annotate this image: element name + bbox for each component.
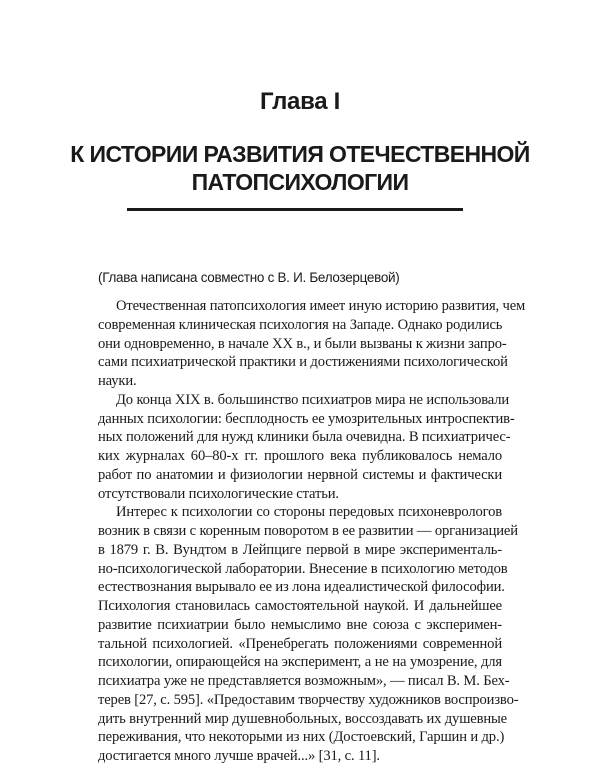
chapter-title [60,140,540,196]
text-line: сами психиатрической практики и достижениями психологической [98,354,508,371]
text-line: тальной психологией. «Пренебрегать положениями современной [98,635,502,652]
text-line: ких журналах 60–80-х гг. прошлого века публиковалось немало [98,448,502,464]
text-line: данных психологии: бесплодность ее умозрительных интроспектив- [98,410,515,427]
co-author-note: (Глава написана совместно с В. И. Белозерцевой) [98,270,400,285]
text-line: ных положений для нужд клиники была очевидна. В психиатричес- [98,429,511,446]
text-line: развитие психиатрии было немыслимо вне союза с эксперимен- [98,616,502,633]
text-line: дить внутренний мир душевнобольных, воссоздавать их душевные [98,710,507,727]
text-line: До конца XIX в. большинство психиатров мира не использовали [116,391,510,408]
chapter-title-line-1: К ИСТОРИИ РАЗВИТИЯ ОТЕЧЕСТВЕННОЙ [70,141,530,167]
text-line: Интерес к психологии со стороны передовых психоневрологов [116,504,502,521]
text-line: Психология становилась самостоятельной наукой. И дальнейшее [98,598,502,614]
text-line: но-психологической лаборатории. Внесение в психологию методов [98,560,508,577]
text-line: терев [27, с. 595]. «Предоставим творчеству художников воспроизво- [98,691,519,708]
body-text [98,297,526,766]
text-line: в 1879 г. В. Вундтом в Лейпциге первой в мире эксперименталь- [98,541,502,558]
text-line: возник в связи с коренным поворотом в ее развитии — организацией [98,523,518,539]
chapter-label: Глава I [259,88,341,115]
text-line: переживания, что некоторыми из них (Достоевский, Гаршин и др.) [98,729,505,746]
text-line: психиатра уже не представляется возможным», — писал В. М. Бех- [98,673,510,689]
text-line: современная клиническая психология на Западе. Однако родились [98,316,503,333]
text-line: достигается много лучше врачей...» [31, с. 11]. [98,748,380,764]
text-line: работ по анатомии и физиологии нервной системы и фактически [98,466,502,483]
title-rule [127,208,463,211]
text-line: естествознания вырывало ее из лона идеалистической философии. [98,579,505,596]
text-line: они одновременно, в начале XX в., и были вызваны к жизни запро- [98,335,507,352]
text-line: науки. [98,373,137,389]
chapter-title-line-2: ПАТОПСИХОЛОГИИ [191,169,409,195]
text-line: отсутствовали психологические статьи. [98,485,339,502]
text-line: Отечественная патопсихология имеет иную историю развития, чем [116,298,526,314]
text-line: психологии, опирающейся на эксперимент, а не на умозрение, для [98,654,502,671]
